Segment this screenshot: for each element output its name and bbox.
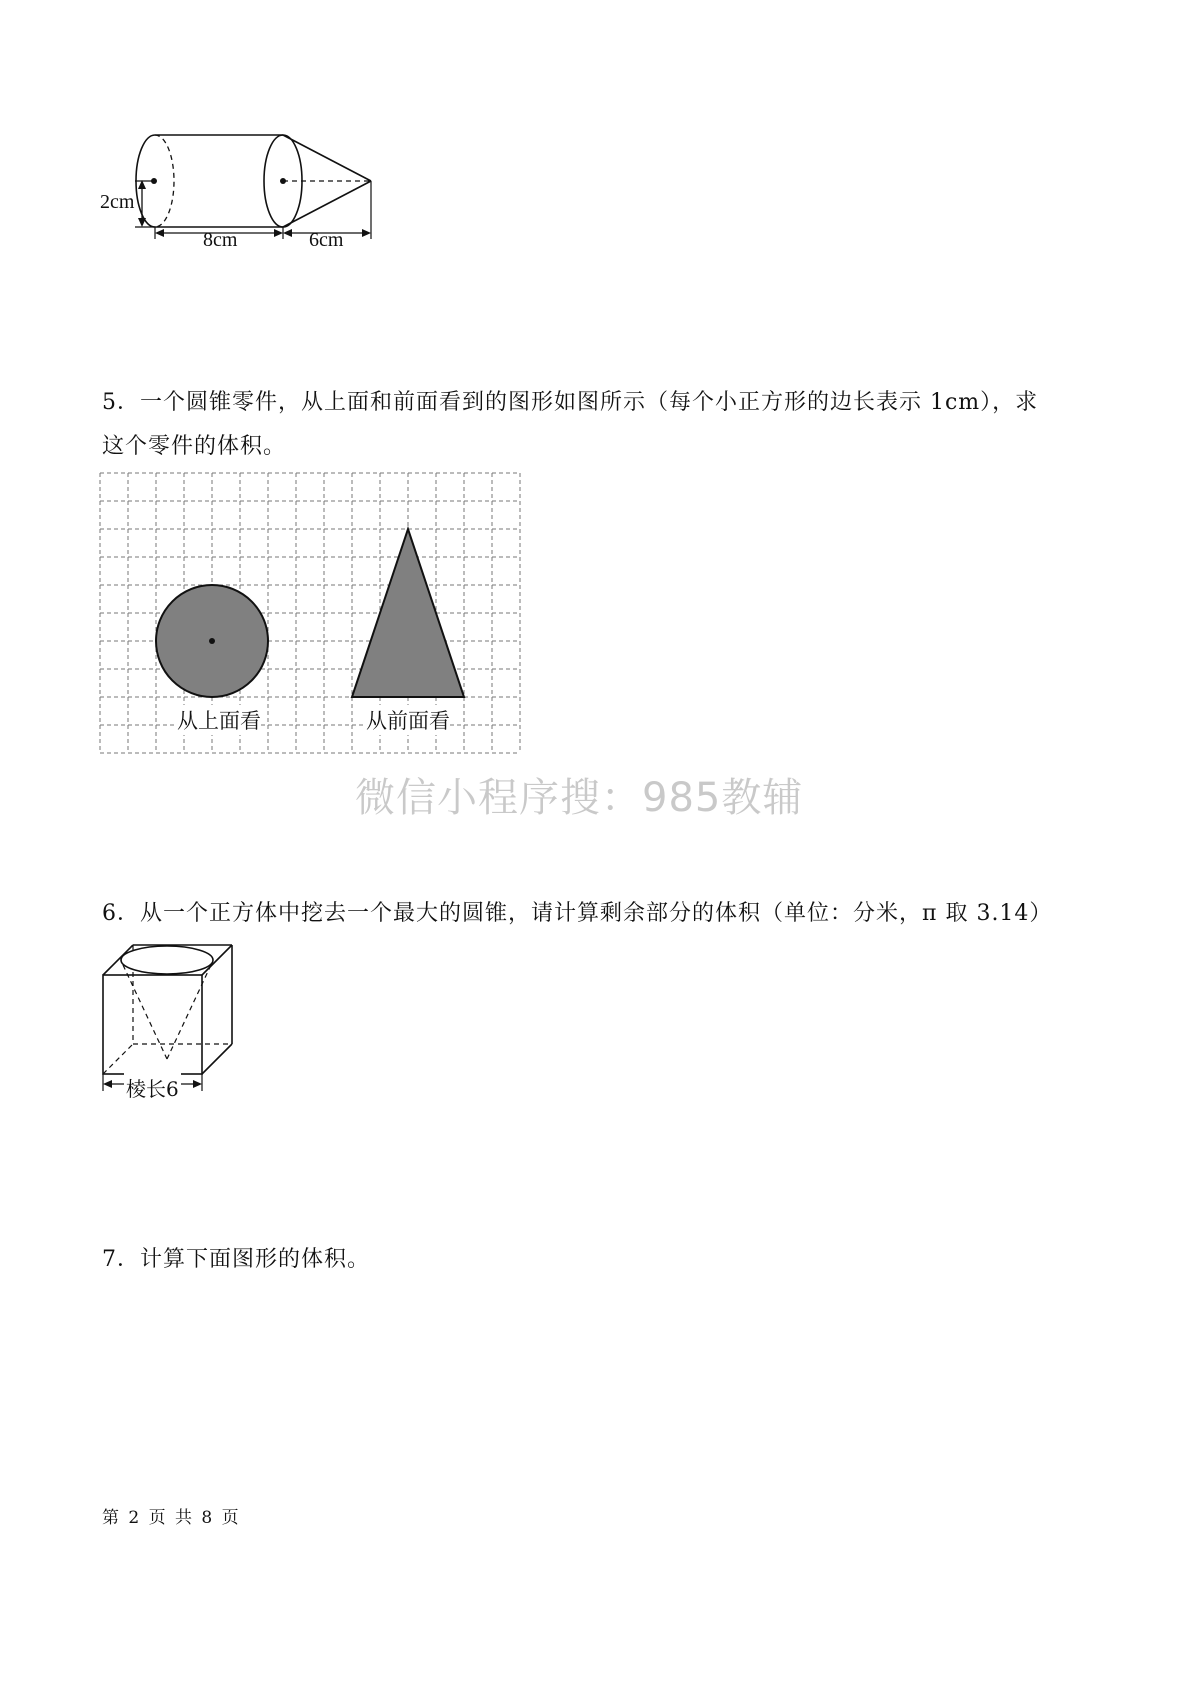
- edge-length-label: 棱长6: [124, 1073, 181, 1102]
- question-7-line-1: 7．计算下面图形的体积。: [102, 1247, 370, 1272]
- watermark: 微信小程序搜：985教辅: [355, 775, 804, 821]
- top-view-label: 从上面看: [177, 705, 261, 735]
- question-5-line-1: 5．一个圆锥零件，从上面和前面看到的图形如图所示（每个小正方形的边长表示 1cm），求: [102, 390, 1039, 415]
- cone-length-label: 6cm: [309, 229, 344, 251]
- radius-label: 2cm: [100, 191, 135, 213]
- front-view-label: 从前面看: [366, 705, 450, 735]
- page-number: 第 2 页 共 8 页: [102, 1508, 241, 1528]
- question-6-line-1: 6．从一个正方体中挖去一个最大的圆锥，请计算剩余部分的体积（单位：分米，π 取 3.14）: [102, 901, 1053, 926]
- view-grid-figure: [99, 472, 523, 754]
- circle-center-dot: [209, 638, 215, 644]
- question-5-line-2: 这个零件的体积。: [102, 434, 287, 459]
- cylinder-cone-figure: [95, 125, 395, 265]
- cylinder-length-label: 8cm: [203, 229, 238, 251]
